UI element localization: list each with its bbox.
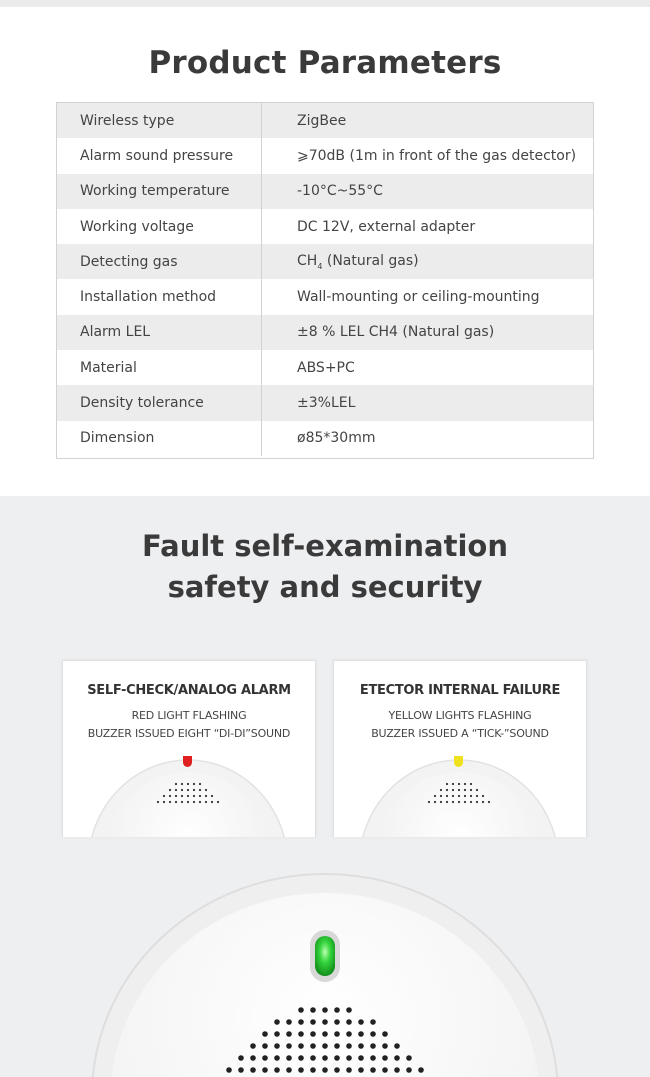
param-value: ±8 % LEL CH4 (Natural gas)	[297, 324, 495, 341]
table-row	[57, 385, 593, 420]
param-name: Dimension	[80, 430, 155, 447]
title-line-1: Fault self-examination	[142, 529, 508, 563]
table-row	[57, 244, 593, 279]
param-value: ø85*30mm	[297, 430, 376, 447]
table-row	[57, 103, 593, 138]
param-name: Detecting gas	[80, 253, 178, 270]
param-value: ZigBee	[297, 112, 347, 129]
gas-detector-product-image	[0, 846, 650, 1077]
section-title: Product Parameters	[148, 45, 502, 81]
card-heading: SELF-CHECK/ANALOG ALARM	[87, 683, 291, 698]
gas-formula-subscript: 4	[317, 261, 323, 271]
section-title	[0, 526, 650, 608]
internal-failure-card	[333, 660, 587, 837]
param-value: -10°C~55°C	[297, 183, 383, 200]
param-value: Wall-mounting or ceiling-mounting	[297, 289, 540, 306]
table-row	[57, 315, 593, 350]
card-heading: ETECTOR INTERNAL FAILURE	[359, 683, 561, 698]
param-name: Working temperature	[80, 183, 230, 200]
param-value	[262, 253, 419, 271]
red-led-indicator	[183, 756, 192, 767]
param-name: Wireless type	[80, 112, 175, 129]
param-name: Alarm sound pressure	[80, 147, 234, 164]
card-description-line: BUZZER ISSUED EIGHT “DI-DI”SOUND	[87, 727, 291, 740]
param-value: ±3%LEL	[297, 395, 356, 412]
param-value: ABS+PC	[297, 359, 355, 376]
param-value: ⩾70dB (1m in front of the gas detector)	[297, 147, 577, 164]
gas-description: (Natural gas)	[322, 252, 419, 269]
detector-red-led-image	[63, 756, 316, 837]
card-description-line: BUZZER ISSUED A “TICK-”SOUND	[371, 727, 549, 740]
param-name: Installation method	[80, 289, 217, 306]
param-value: DC 12V, external adapter	[297, 218, 476, 235]
title-line-2: safety and security	[167, 570, 483, 604]
table-row	[57, 138, 593, 173]
table-row	[57, 279, 593, 314]
self-check-card	[62, 660, 316, 837]
param-name: Material	[80, 359, 137, 376]
table-row	[57, 174, 593, 209]
detector-yellow-led-image	[334, 756, 587, 837]
gas-formula: CH	[297, 252, 318, 269]
param-name: Working voltage	[80, 218, 194, 235]
table-row	[57, 421, 593, 456]
param-name: Alarm LEL	[80, 324, 151, 341]
card-description-line: RED LIGHT FLASHING	[131, 709, 247, 722]
product-parameters-section	[0, 7, 650, 496]
table-row	[57, 209, 593, 244]
top-divider-strip	[0, 0, 650, 7]
yellow-led-indicator	[454, 756, 463, 767]
table-row	[57, 350, 593, 385]
param-name: Density tolerance	[80, 395, 204, 412]
parameters-table	[56, 102, 594, 459]
card-description-line: YELLOW LIGHTS FLASHING	[388, 709, 532, 722]
fault-self-examination-section	[0, 496, 650, 1077]
green-led-indicator	[315, 936, 335, 976]
